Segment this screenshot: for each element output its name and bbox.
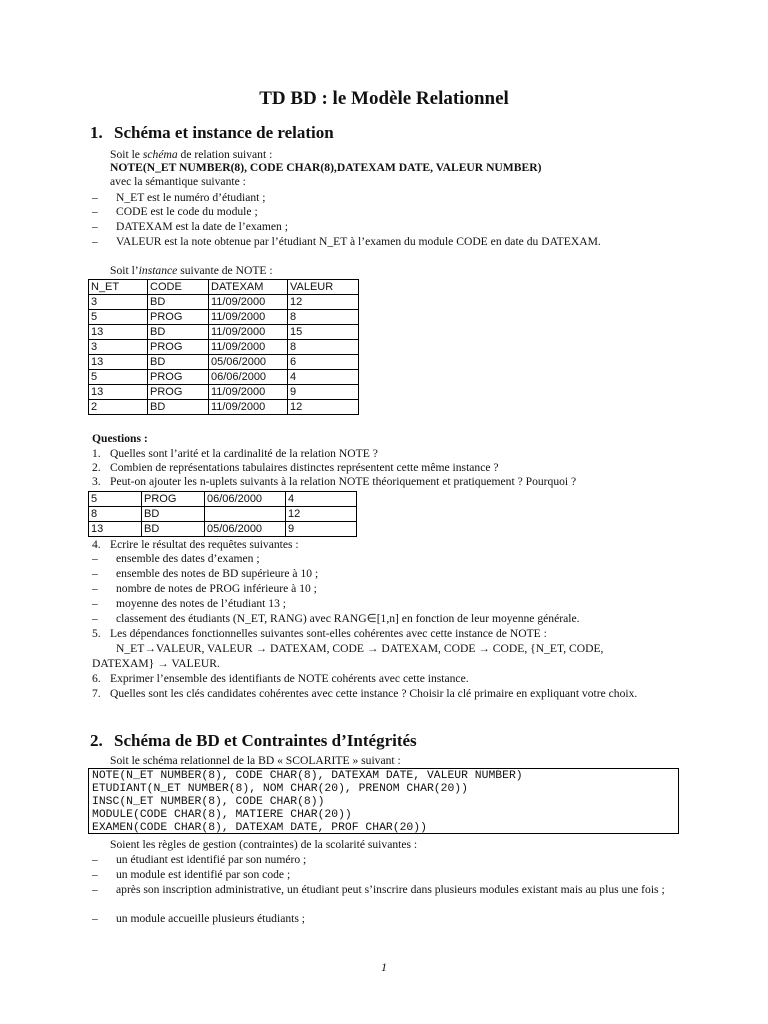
dash-bullet: – [92,567,98,580]
table-cell: BD [148,295,209,310]
table-cell: 13 [89,385,148,400]
semantics-item: CODE est le code du module ; [116,205,258,218]
scolarite-intro: Soit le schéma relationnel de la BD « SCOLARITE » suivant : [110,754,401,767]
question-number: 3. [92,475,101,488]
question-text: Quelles sont les clés candidates cohérentes avec cette instance ? Choisir la clé primaire en expliquant votre choix. [110,687,638,700]
note-relation-schema: NOTE(N_ET NUMBER(8), CODE CHAR(8),DATEXAM DATE, VALEUR NUMBER) [110,161,542,174]
schema-line: ETUDIANT(N_ET NUMBER(8), NOM CHAR(20), PRENOM CHAR(20)) [92,783,468,795]
schema-intro-pre: Soit le [110,148,143,161]
semantics-item: DATEXAM est la date de l’examen ; [116,220,288,233]
table-row [89,325,359,340]
schema-intro-post: de relation suivant : [177,148,273,161]
dash-bullet: – [92,191,98,204]
schema-line: INSC(N_ET NUMBER(8), CODE CHAR(8)) [92,796,325,808]
question-number: 4. [92,538,101,551]
dash-bullet: – [92,883,98,896]
question-text: Ecrire le résultat des requêtes suivantes : [110,538,299,551]
table-cell: 11/09/2000 [209,295,288,310]
question-text: Exprimer l’ensemble des identifiants de NOTE cohérents avec cette instance. [110,672,469,685]
table-cell: 4 [288,370,359,385]
semantics-item: N_ET est le numéro d’étudiant ; [116,191,266,204]
table-cell: BD [148,355,209,370]
instance-intro-pre: Soit l’ [110,264,139,277]
semantics-intro: avec la sémantique suivante : [110,175,246,188]
scolarite-schema-box [88,768,679,834]
schema-intro-em: schéma [142,148,178,161]
column-header: DATEXAM [209,280,288,295]
tuples-table [88,491,357,537]
table-cell: 06/06/2000 [205,492,286,507]
table-cell: 11/09/2000 [209,385,288,400]
note-instance-table [88,279,359,415]
table-cell [205,507,286,522]
document-title: TD BD : le Modèle Relationnel [259,88,509,109]
dash-bullet: – [92,853,98,866]
table-cell: 2 [89,400,148,415]
question-number: 5. [92,627,101,640]
question-number: 7. [92,687,101,700]
table-cell: 11/09/2000 [209,325,288,340]
table-row [89,310,359,325]
table-cell: PROG [148,385,209,400]
instance-intro-em: instance [138,264,178,277]
table-cell: 5 [89,492,142,507]
section2-heading [90,731,417,751]
query-item: classement des étudiants (N_ET, RANG) avec RANG∈[1,n] en fonction de leur moyenne générale. [116,612,580,625]
column-header: CODE [148,280,209,295]
table-cell: PROG [142,492,205,507]
table-cell: 8 [89,507,142,522]
rule-item: un module est identifié par son code ; [116,868,291,881]
table-cell: 12 [288,295,359,310]
table-cell: 3 [89,295,148,310]
section1-number: 1. [90,123,103,142]
schema-line: NOTE(N_ET NUMBER(8), CODE CHAR(8), DATEXAM DATE, VALEUR NUMBER) [92,770,523,782]
dash-bullet: – [92,868,98,881]
rules-intro: Soient les règles de gestion (contraintes) de la scolarité suivantes : [110,838,418,851]
question-text: Quelles sont l’arité et la cardinalité de la relation NOTE ? [110,447,378,460]
query-item: ensemble des notes de BD supérieure à 10 ; [116,567,319,580]
rule-item: un module accueille plusieurs étudiants ; [116,912,305,925]
rule-item: un étudiant est identifié par son numéro ; [116,853,307,866]
column-header: VALEUR [288,280,359,295]
questions-label: Questions : [92,432,148,445]
table-cell: 12 [286,507,357,522]
table-cell: 06/06/2000 [209,370,288,385]
section2-title: Schéma de BD et Contraintes d’Intégrités [114,731,417,750]
question-text: Combien de représentations tabulaires distinctes représentent cette même instance ? [110,461,499,474]
rule-item: après son inscription administrative, un étudiant peut s’inscrire dans plusieurs modules existant mais au plus une fois ; [116,883,665,896]
dash-bullet: – [92,235,98,248]
question-number: 1. [92,447,101,460]
table-cell: PROG [148,310,209,325]
dash-bullet: – [92,205,98,218]
table-cell: 13 [89,522,142,537]
page-number: 1 [381,960,387,974]
query-item: nombre de notes de PROG inférieure à 10 ; [116,582,317,595]
instance-intro-post: suivante de NOTE : [177,264,273,277]
table-cell: BD [142,522,205,537]
table-row [89,492,357,507]
table-cell: 15 [288,325,359,340]
table-cell: 11/09/2000 [209,400,288,415]
table-row [89,370,359,385]
table-cell: 9 [286,522,357,537]
query-item: ensemble des dates d’examen ; [116,552,260,565]
section1-title: Schéma et instance de relation [114,123,334,142]
dash-bullet: – [92,552,98,565]
instance-intro [110,264,273,278]
dash-bullet: – [92,582,98,595]
question-number: 6. [92,672,101,685]
dependencies-line: DATEXAM} → VALEUR. [92,657,220,670]
question-text: Les dépendances fonctionnelles suivantes sont-elles cohérentes avec cette instance de NOTE : [110,627,547,640]
table-cell: 12 [288,400,359,415]
table-cell: 11/09/2000 [209,310,288,325]
table-cell: PROG [148,340,209,355]
dash-bullet: – [92,912,98,925]
semantics-item: VALEUR est la note obtenue par l’étudiant N_ET à l’examen du module CODE en date du DATEXAM. [116,235,601,248]
section2-number: 2. [90,731,103,750]
table-row [89,355,359,370]
table-cell: 6 [288,355,359,370]
table-cell: PROG [148,370,209,385]
question-number: 2. [92,461,101,474]
table-cell: 4 [286,492,357,507]
table-cell: 13 [89,355,148,370]
table-cell: 3 [89,340,148,355]
dash-bullet: – [92,597,98,610]
table-cell: 05/06/2000 [205,522,286,537]
dependencies-line: N_ET→VALEUR, VALEUR → DATEXAM, CODE → DATEXAM, CODE → CODE, {N_ET, CODE, [116,642,604,655]
column-header: N_ET [89,280,148,295]
table-cell: 13 [89,325,148,340]
table-row [89,522,357,537]
section1-heading [90,123,334,143]
table-row [89,507,357,522]
table-row [89,400,359,415]
table-row [89,340,359,355]
schema-intro [110,148,272,162]
table-cell: BD [148,400,209,415]
table-row [89,385,359,400]
schema-line: EXAMEN(CODE CHAR(8), DATEXAM DATE, PROF CHAR(20)) [92,822,427,834]
table-cell: 5 [89,370,148,385]
question-text: Peut-on ajouter les n-uplets suivants à la relation NOTE théoriquement et pratiquement ? Pourquoi ? [110,475,577,488]
table-cell: 9 [288,385,359,400]
schema-line: MODULE(CODE CHAR(8), MATIERE CHAR(20)) [92,809,352,821]
dash-bullet: – [92,612,98,625]
table-cell: 5 [89,310,148,325]
dash-bullet: – [92,220,98,233]
table-cell: BD [148,325,209,340]
query-item: moyenne des notes de l’étudiant 13 ; [116,597,287,610]
table-cell: 11/09/2000 [209,340,288,355]
table-header-row [89,280,359,295]
table-cell: BD [142,507,205,522]
table-cell: 8 [288,310,359,325]
table-cell: 05/06/2000 [209,355,288,370]
table-cell: 8 [288,340,359,355]
table-row [89,295,359,310]
